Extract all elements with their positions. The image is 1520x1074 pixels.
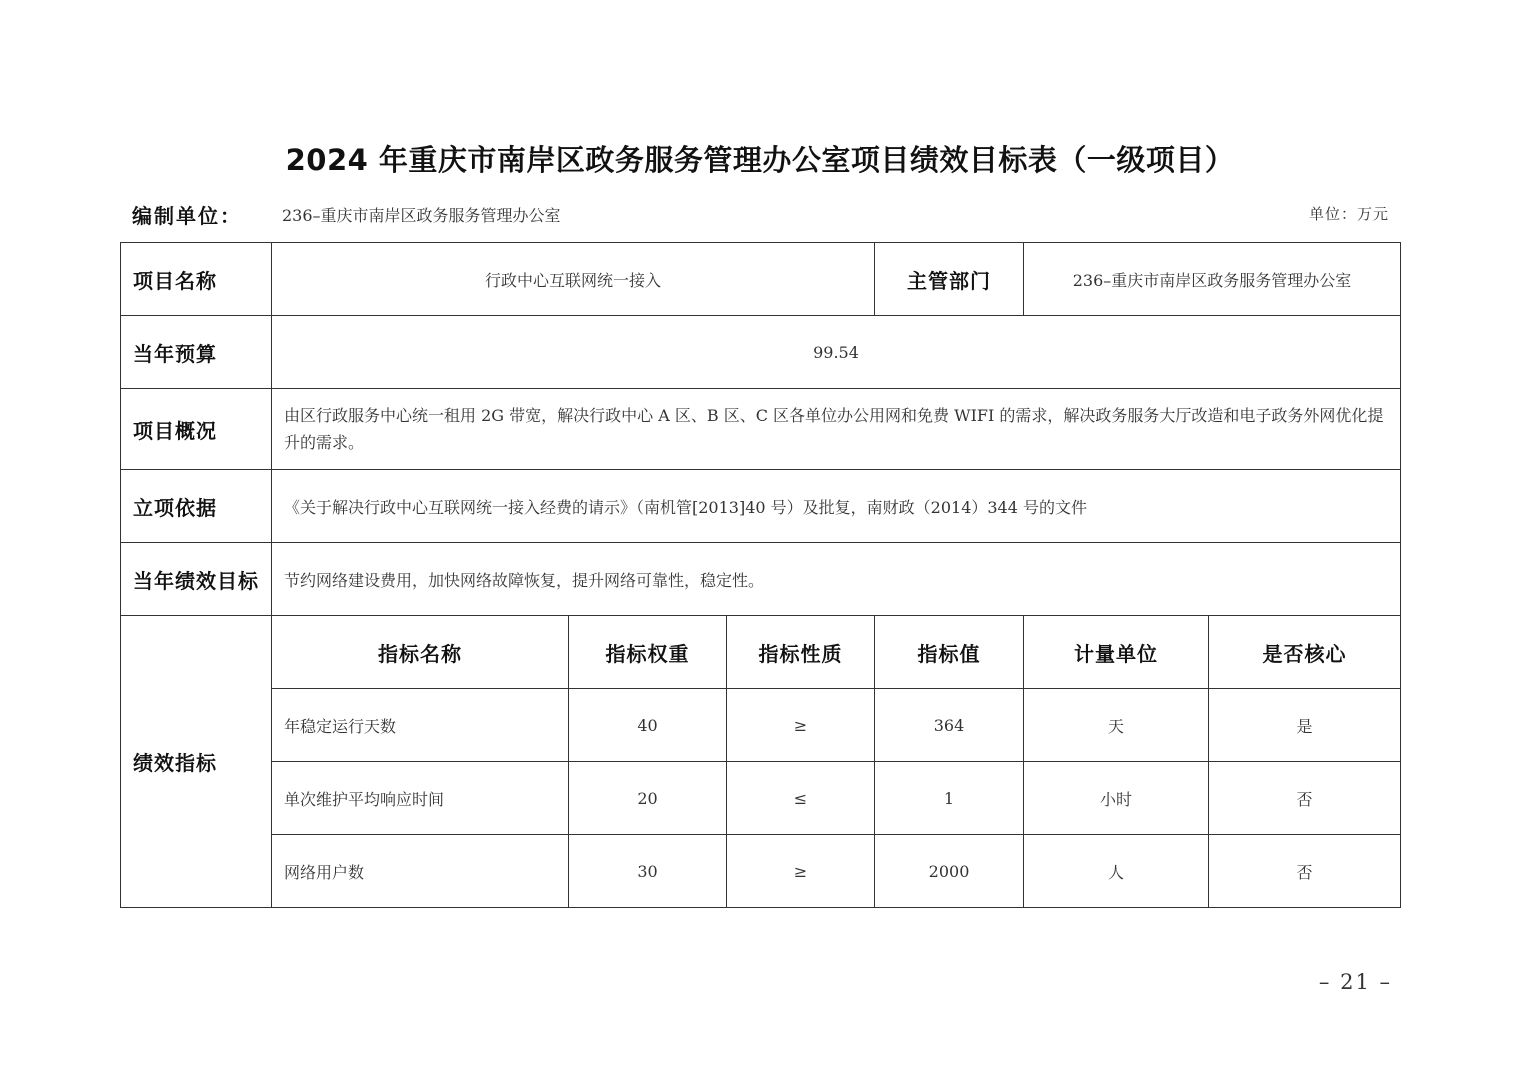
indicator-core: 否 — [1209, 835, 1401, 908]
header-unit: 计量单位 — [1024, 616, 1209, 689]
basis-label: 立项依据 — [121, 470, 272, 543]
indicator-value: 2000 — [875, 835, 1024, 908]
goal-value: 节约网络建设费用，加快网络故障恢复，提升网络可靠性，稳定性。 — [272, 543, 1401, 616]
header-indicator-name: 指标名称 — [272, 616, 569, 689]
overview-value: 由区行政服务中心统一租用 2G 带宽，解决行政中心 A 区、B 区、C 区各单位办公用网和免费 WIFI 的需求，解决政务服务大厅改造和电子政务外网优化提升的需求。 — [272, 389, 1401, 470]
indicator-weight: 30 — [569, 835, 727, 908]
header-core: 是否核心 — [1209, 616, 1401, 689]
indicator-name: 网络用户数 — [272, 835, 569, 908]
indicator-nature: ≤ — [727, 762, 875, 835]
row-budget — [121, 316, 1401, 389]
compiler-label: 编制单位： — [132, 204, 242, 228]
performance-table — [120, 242, 1401, 908]
table-row — [121, 762, 1401, 835]
indicators-section-label: 绩效指标 — [121, 616, 272, 908]
indicator-unit: 天 — [1024, 689, 1209, 762]
dept-value: 236–重庆市南岸区政务服务管理办公室 — [1024, 243, 1401, 316]
header-indicator-value: 指标值 — [875, 616, 1024, 689]
header-indicator-weight: 指标权重 — [569, 616, 727, 689]
indicator-value: 1 — [875, 762, 1024, 835]
indicator-value: 364 — [875, 689, 1024, 762]
row-basis — [121, 470, 1401, 543]
compiler-value: 236–重庆市南岸区政务服务管理办公室 — [282, 206, 561, 225]
page-title: 2024 年重庆市南岸区政务服务管理办公室项目绩效目标表（一级项目） — [285, 143, 1235, 177]
indicator-name: 年稳定运行天数 — [272, 689, 569, 762]
indicator-core: 是 — [1209, 689, 1401, 762]
table-row — [121, 689, 1401, 762]
overview-label: 项目概况 — [121, 389, 272, 470]
indicator-nature: ≥ — [727, 835, 875, 908]
header-indicator-nature: 指标性质 — [727, 616, 875, 689]
row-project-name — [121, 243, 1401, 316]
indicator-unit: 小时 — [1024, 762, 1209, 835]
indicator-weight: 40 — [569, 689, 727, 762]
goal-label: 当年绩效目标 — [121, 543, 272, 616]
row-goal — [121, 543, 1401, 616]
indicator-header-row — [121, 616, 1401, 689]
project-name-label: 项目名称 — [121, 243, 272, 316]
project-name-value: 行政中心互联网统一接入 — [272, 243, 875, 316]
budget-value: 99.54 — [272, 316, 1401, 389]
indicator-unit: 人 — [1024, 835, 1209, 908]
page-number: – 21 – — [1318, 970, 1392, 994]
unit-label: 单位：万元 — [1308, 205, 1389, 223]
indicator-weight: 20 — [569, 762, 727, 835]
row-overview — [121, 389, 1401, 470]
basis-value: 《关于解决行政中心互联网统一接入经费的请示》（南机管[2013]40 号）及批复，南财政（2014）344 号的文件 — [272, 470, 1401, 543]
table-row — [121, 835, 1401, 908]
indicator-nature: ≥ — [727, 689, 875, 762]
budget-label: 当年预算 — [121, 316, 272, 389]
indicator-name: 单次维护平均响应时间 — [272, 762, 569, 835]
indicator-core: 否 — [1209, 762, 1401, 835]
dept-label: 主管部门 — [875, 243, 1024, 316]
